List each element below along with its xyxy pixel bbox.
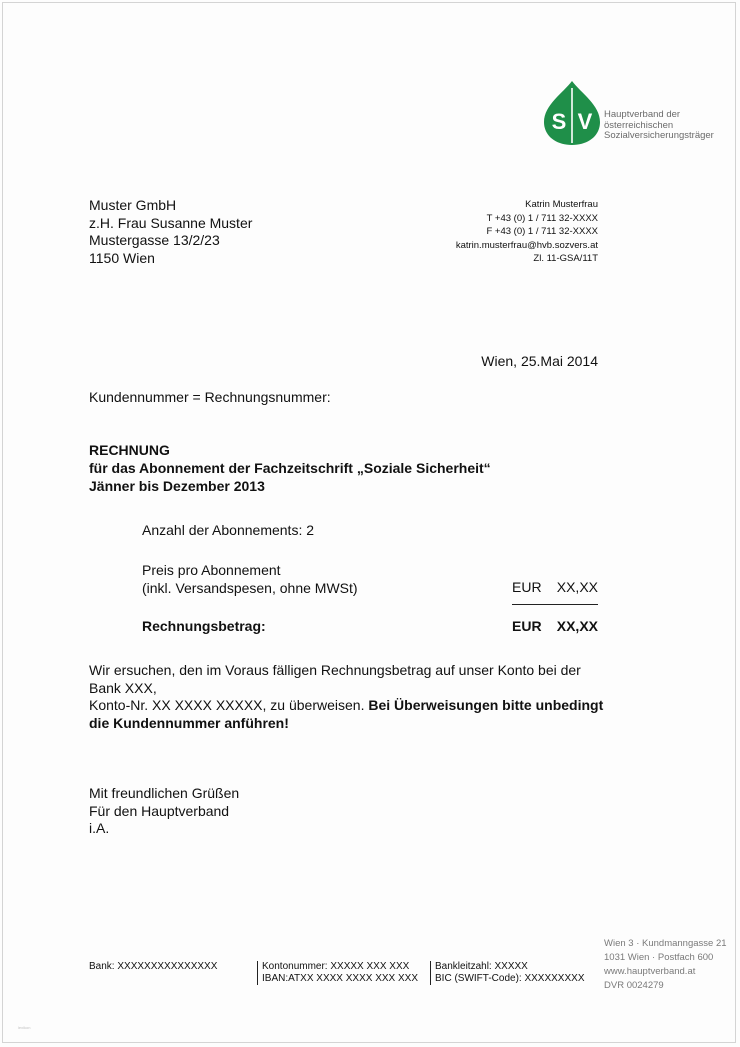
invoice-period: Jänner bis Dezember 2013 [89,478,265,494]
invoice-subtitle: für das Abonnement der Fachzeitschrift „Soziale Sicherheit“ [89,460,491,476]
footer-bank [89,961,217,973]
organization-address [604,937,727,993]
closing-signature [89,785,239,838]
closing-line: i.A. [89,820,110,836]
sv-logo-icon [543,80,601,146]
total-currency: EUR [512,618,542,634]
address-line: 1031 Wien · Postfach 600 [604,952,714,963]
payment-line [89,697,609,715]
payment-line: Bank XXX, [89,679,157,696]
price-amount: XX,XX [556,579,598,595]
sender-name: Katrin Musterfrau [525,199,598,210]
subscription-quantity: Anzahl der Abonnements: 2 [142,522,315,538]
payment-notice-end: die Kundennummer anführen! [89,714,289,731]
address-line: Wien 3 · Kundmanngasse 21 [604,938,727,949]
payment-account: Konto-Nr. XX XXXX XXXXX, zu überweisen. [89,697,369,713]
website-link[interactable]: www.hauptverband.at [604,966,696,977]
footer-bic: BIC (SWIFT-Code): XXXXXXXXX [435,973,585,984]
sender-fax: F +43 (0) 1 / 711 32-XXXX [486,226,598,238]
sum-divider [512,604,598,605]
recipient-address [89,197,252,267]
logo-letter-s: S [551,109,567,134]
payment-line [89,715,609,733]
logo-letter-v: V [577,109,593,134]
org-line: österreichischen [604,119,674,131]
org-name [604,110,714,142]
closing-line: Für den Hauptverband [89,802,230,819]
letter-date: Wien, 25.Mai 2014 [481,353,598,369]
org-line: Sozialversicherungsträger [604,130,714,141]
payment-instructions [89,662,609,732]
total-label: Rechnungsbetrag: [142,618,266,634]
sender-phone: T +43 (0) 1 / 711 32-XXXX [486,212,598,224]
address-line: DVR 0024279 [604,980,664,991]
sender-reference: Zl. 11-GSA/11T [533,253,598,265]
payment-line: Wir ersuchen, den im Voraus fälligen Rechnungsbetrag auf unser Konto bei der [89,662,581,678]
invoice-title: RECHNUNG [89,442,170,458]
price-label-line: (inkl. Versandspesen, ohne MWSt) [142,580,358,596]
footer-account [257,961,418,985]
footer-bank-code [430,961,584,985]
org-line: Hauptverband der [604,109,681,120]
closing-line: Mit freundlichen Grüßen [89,785,240,801]
recipient-line: z.H. Frau Susanne Muster [89,214,253,231]
price-label [142,561,358,597]
watermark-text: lexikon [18,1025,31,1030]
price-label-line: Preis pro Abonnement [142,562,281,578]
sender-contact [456,198,598,266]
footer-blz: Bankleitzahl: XXXXX [435,961,528,972]
recipient-line: Mustergasse 13/2/23 [89,232,220,248]
customer-number: Kundennummer = Rechnungsnummer: [89,389,331,405]
payment-notice: Bei Überweisungen bitte unbedingt [368,697,604,713]
footer-account-number: Kontonummer: XXXXX XXX XXX [262,961,410,972]
page-border [2,2,736,1043]
price-currency: EUR [512,579,542,595]
recipient-line: 1150 Wien [89,249,155,266]
recipient-line: Muster GmbH [89,197,177,213]
footer-iban: IBAN:ATXX XXXX XXXX XXX XXX [262,973,418,984]
invoice-heading [89,441,491,495]
footer-bank-name: Bank: XXXXXXXXXXXXXXX [89,961,218,972]
total-amount: XX,XX [556,618,598,634]
sender-email[interactable]: katrin.musterfrau@hvb.sozvers.at [455,239,598,251]
